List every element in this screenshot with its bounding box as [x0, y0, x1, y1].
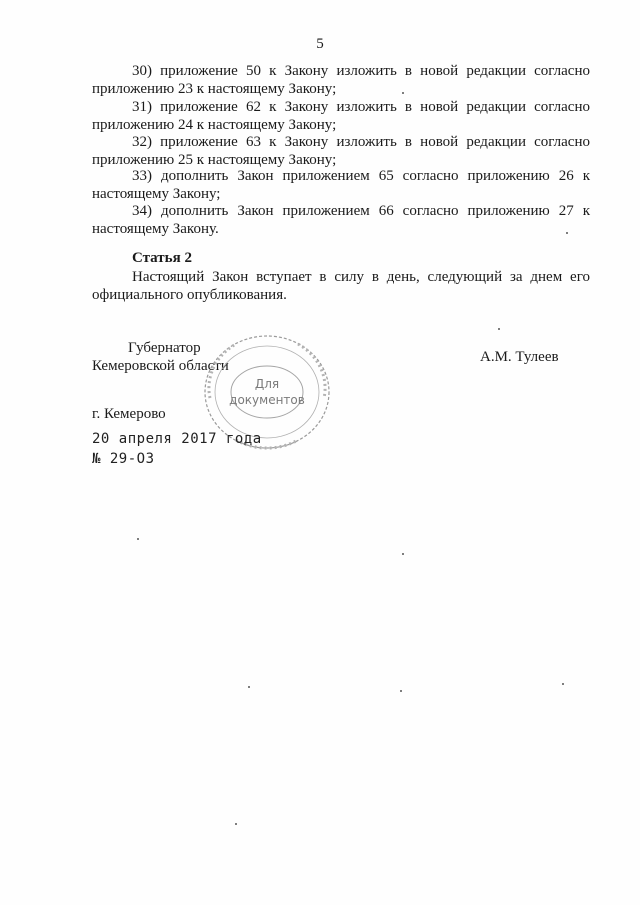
- seal-text-line1: Для: [254, 377, 280, 391]
- scan-speck: [562, 683, 564, 685]
- list-item: [92, 167, 590, 203]
- list-item-text: 32) приложение 63 к Закону изложить в новой редакции согласно приложению 25 к настоящему Закону;: [92, 134, 590, 168]
- scan-speck: [402, 553, 404, 555]
- signature-position-line1: Губернатор: [128, 340, 201, 356]
- seal-text-line2: документов: [229, 393, 305, 407]
- scan-speck: [248, 686, 250, 688]
- scan-speck: [402, 92, 404, 94]
- place: г. Кемерово: [92, 406, 166, 422]
- list-item: [92, 98, 590, 134]
- date-stamp: 20 апреля 2017 года: [92, 431, 262, 447]
- scan-speck: [566, 232, 568, 234]
- list-item: [92, 62, 590, 98]
- list-item-text: 30) приложение 50 к Закону изложить в новой редакции согласно приложению 23 к настоящему Закону;: [92, 63, 590, 97]
- list-item: [92, 133, 590, 169]
- scan-speck: [400, 690, 402, 692]
- list-item-text: 31) приложение 62 к Закону изложить в новой редакции согласно приложению 24 к настоящему Закону;: [92, 99, 590, 133]
- page-number: 5: [316, 36, 324, 52]
- list-item-text: 33) дополнить Закон приложением 65 согласно приложению 26 к настоящему Закону;: [92, 168, 590, 202]
- article-text: [92, 268, 590, 304]
- scan-speck: [498, 328, 500, 330]
- signature-position-line2: Кемеровской области: [92, 358, 229, 374]
- law-number: № 29-ОЗ: [92, 451, 155, 467]
- scan-speck: [235, 823, 237, 825]
- list-item: [92, 202, 590, 238]
- signature-name: А.М. Тулеев: [480, 349, 559, 365]
- article-text-body: Настоящий Закон вступает в силу в день, следующий за днем его официального опубликования.: [92, 269, 590, 303]
- list-item-text: 34) дополнить Закон приложением 66 согласно приложению 27 к настоящему Закону.: [92, 203, 590, 237]
- scan-speck: [137, 538, 139, 540]
- article-heading: Статья 2: [132, 250, 192, 266]
